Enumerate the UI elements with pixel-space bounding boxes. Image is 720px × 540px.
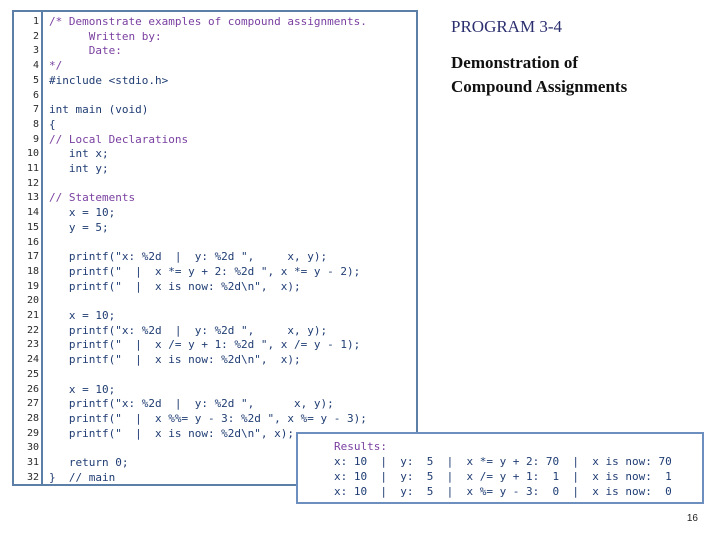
line-number: 17: [26, 251, 39, 263]
code-text: printf(" | x is now: %2d\n", x);: [49, 353, 301, 367]
line-number: 1: [32, 16, 39, 27]
code-text: printf(" | x %%= y - 3: %2d ", x %= y - 3);: [49, 411, 367, 425]
code-line: [14, 412, 420, 427]
line-number: 10: [26, 148, 39, 160]
line-number: 4: [32, 60, 39, 72]
code-text: int x;: [49, 147, 109, 161]
code-line: [14, 280, 420, 295]
code-line: [14, 221, 420, 236]
results-panel: [296, 432, 704, 504]
code-line: [14, 191, 420, 206]
line-number: 30: [26, 442, 39, 454]
page-number: 16: [686, 513, 698, 524]
code-line: [14, 15, 420, 30]
code-listing-panel: [12, 10, 418, 486]
code-line: [14, 368, 420, 383]
code-line: [14, 177, 420, 192]
code-text: printf(" | x is now: %2d\n", x);: [49, 279, 301, 293]
code-text: x = 10;: [49, 309, 116, 322]
code-line: [14, 89, 420, 104]
code-line: [14, 353, 420, 368]
line-number: 27: [26, 398, 39, 410]
code-text: // Local Declarations: [49, 132, 189, 146]
code-line: [14, 383, 420, 398]
code-text: x = 10;: [49, 206, 116, 220]
code-text: printf("x: %2d | y: %2d ", x, y);: [49, 397, 334, 411]
code-text: /* Demonstrate examples of compound assignments.: [49, 15, 367, 28]
line-number: 16: [26, 236, 39, 248]
line-number: 7: [32, 104, 39, 116]
code-text: Date:: [49, 44, 122, 58]
line-number: 13: [26, 192, 39, 204]
line-number: 11: [26, 163, 39, 174]
code-text: y = 5;: [49, 220, 109, 234]
program-description-line1: Demonstration of: [451, 53, 579, 72]
results-row: x: 10 | y: 5 | x %= y - 3: 0 | x is now: 0: [334, 485, 672, 498]
line-number: 31: [26, 457, 39, 468]
line-number: 18: [26, 265, 39, 277]
program-label: PROGRAM 3-4: [451, 17, 562, 36]
code-text: int main (void): [49, 103, 149, 117]
code-text: #include <stdio.h>: [49, 73, 169, 87]
line-number: 20: [26, 295, 39, 307]
code-text: int y;: [49, 162, 109, 175]
code-line: [14, 118, 420, 133]
program-description-line2: Compound Assignments: [451, 77, 628, 96]
code-text: */: [49, 59, 63, 73]
code-line: [14, 397, 420, 412]
code-line: [14, 30, 420, 45]
line-number: 2: [32, 30, 39, 42]
line-number: 29: [26, 427, 39, 439]
code-text: x = 10;: [49, 382, 116, 396]
line-number: 23: [26, 339, 39, 351]
line-number: 19: [26, 280, 39, 292]
line-number: 12: [26, 177, 39, 189]
code-line: [14, 236, 420, 251]
code-text: printf(" | x /= y + 1: %2d ", x /= y - 1);: [49, 338, 361, 352]
code-line: [14, 74, 420, 89]
code-line: [14, 265, 420, 280]
code-text: } // main: [49, 470, 116, 484]
line-number: 26: [26, 383, 39, 395]
line-number: 5: [32, 74, 39, 86]
results-row: x: 10 | y: 5 | x /= y + 1: 1 | x is now: 1: [334, 470, 672, 483]
code-text: printf(" | x *= y + 2: %2d ", x *= y - 2);: [49, 264, 361, 278]
line-number: 28: [26, 412, 39, 424]
line-number: 3: [32, 45, 39, 57]
line-number: 21: [26, 310, 39, 321]
code-text: // Statements: [49, 191, 136, 205]
line-number: 15: [26, 221, 39, 233]
code-line: [14, 206, 420, 221]
code-line: [14, 44, 420, 59]
code-line: [14, 338, 420, 353]
line-number: 24: [26, 354, 39, 366]
program-title-block: [451, 17, 627, 99]
code-text: printf("x: %2d | y: %2d ", x, y);: [49, 323, 328, 337]
results-row: x: 10 | y: 5 | x *= y + 2: 70 | x is now: 70: [334, 455, 672, 468]
line-number: 22: [26, 324, 39, 336]
code-line: [14, 133, 420, 148]
code-line: [14, 294, 420, 309]
line-number: 9: [32, 133, 39, 145]
line-number: 8: [32, 118, 39, 130]
code-line: [14, 162, 420, 177]
code-line: [14, 59, 420, 74]
line-number: 32: [26, 471, 39, 483]
code-line: [14, 324, 420, 339]
line-number: 14: [26, 207, 39, 219]
code-line: [14, 250, 420, 265]
line-number: 25: [26, 368, 39, 380]
code-line: [14, 103, 420, 118]
code-text: printf("x: %2d | y: %2d ", x, y);: [49, 250, 328, 264]
code-text: {: [49, 117, 56, 131]
code-text: printf(" | x is now: %2d\n", x);: [49, 426, 295, 440]
code-line: [14, 309, 420, 324]
code-text: return 0;: [49, 456, 129, 469]
code-line: [14, 147, 420, 162]
line-number: 6: [32, 89, 39, 101]
code-text: Written by:: [49, 29, 162, 43]
results-label: Results:: [334, 440, 387, 453]
